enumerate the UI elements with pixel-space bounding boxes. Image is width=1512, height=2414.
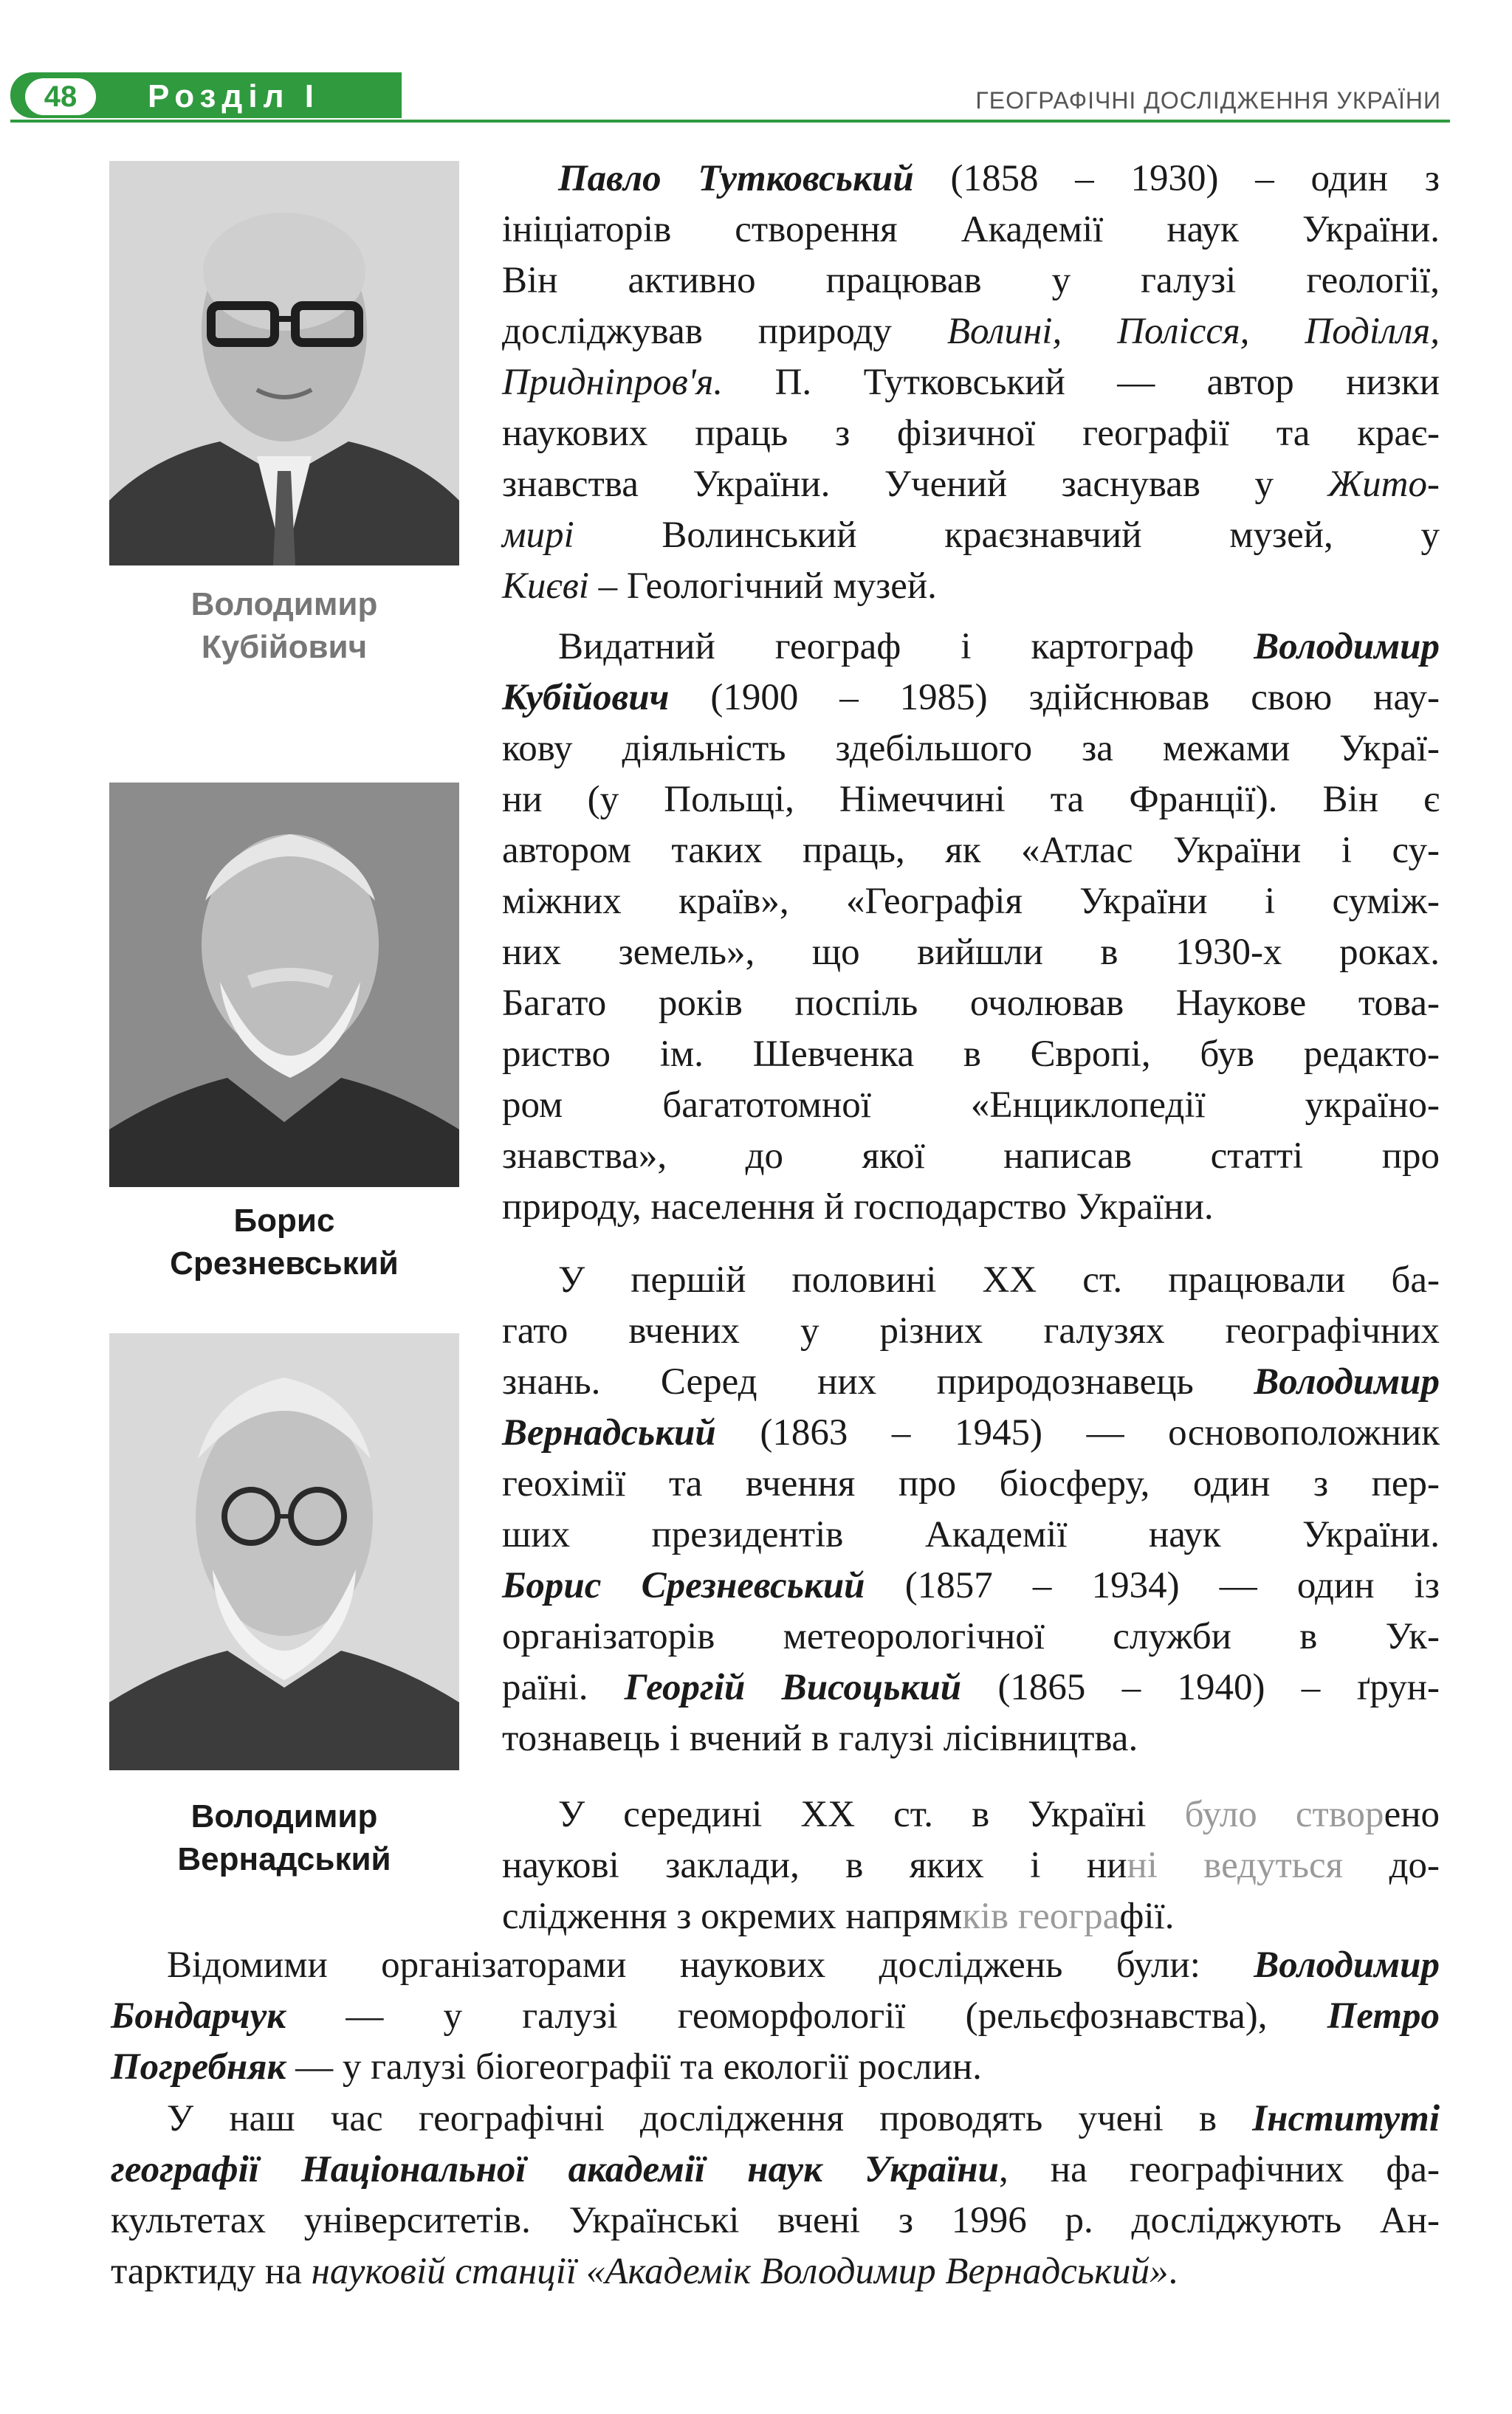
page-number: 48: [25, 78, 96, 115]
caption-line: Срезневський: [170, 1245, 399, 1282]
text-run: раїні.: [502, 1667, 625, 1708]
text-run: риство ім. Шевченка в Європі, був редакто-: [502, 1034, 1440, 1075]
text-run: тарктиду на: [111, 2251, 312, 2292]
text-run: Видатний географ і картограф: [558, 626, 1254, 667]
text-run: — у галузі біогеографії та екології рослин.: [286, 2046, 982, 2088]
paragraph-organizers: [111, 1940, 1440, 2095]
text-line: [502, 774, 1440, 825]
text-line: [502, 1255, 1440, 1306]
text-run: культетах університетів. Українські вчені з 1996 р. досліджують Ан-: [111, 2200, 1440, 2241]
paragraph-first-half-xx: [502, 1255, 1440, 1787]
section-title: Розділ І: [148, 78, 320, 114]
text-run: Георгій Висоцький: [624, 1667, 962, 1708]
text-line: [502, 561, 1440, 612]
text-line: [111, 1940, 1440, 1991]
text-line: [502, 1510, 1440, 1561]
text-run: , на географічних фа-: [998, 2149, 1440, 2190]
text-run: Інституті: [1252, 2098, 1440, 2139]
text-run: тознавець і вчений в галузі лісівництва.: [502, 1718, 1138, 1759]
caption-line: Вернадський: [177, 1841, 391, 1877]
text-run: ініціаторів створення Академії наук України.: [502, 209, 1440, 250]
portrait-photo: [109, 161, 459, 565]
text-run: знавства», до якої написав статті про: [502, 1135, 1440, 1177]
text-run: ших президентів Академії наук України.: [502, 1514, 1440, 1555]
text-line: [111, 2042, 1440, 2093]
text-run: (1857 – 1934) — один із: [865, 1565, 1440, 1606]
text-line: [111, 1991, 1440, 2042]
text-line: [111, 2246, 1440, 2297]
text-run: У наш час географічні дослідження проводять учені в: [167, 2098, 1253, 2139]
text-run: Павло Тутковський: [558, 158, 914, 199]
caption-line: Кубійович: [201, 629, 368, 665]
text-run: Петро: [1327, 1995, 1440, 2037]
text-run: міжних країв», «Географія України і суміж-: [502, 881, 1440, 922]
paragraph-modern-research: [111, 2094, 1440, 2300]
text-line: [502, 1713, 1440, 1764]
caption-line: Борис: [233, 1203, 335, 1239]
text-line: [111, 2094, 1440, 2145]
text-line: [502, 978, 1440, 1029]
page-header: [0, 65, 1512, 133]
text-run: науковій станції «Академік Володимир Вернадський»: [311, 2251, 1169, 2292]
text-run: Володимир: [1254, 626, 1440, 667]
text-line: [502, 154, 1440, 204]
text-run: (1863 – 1945) — основоположник: [715, 1412, 1440, 1454]
text-line: [502, 1131, 1440, 1182]
text-run: фії.: [1119, 1896, 1175, 1937]
text-line: [502, 1612, 1440, 1662]
text-run: географії Національної академії наук України: [111, 2149, 999, 2190]
text-run: Вернадський: [502, 1412, 716, 1454]
text-run: – Геологічний музей.: [588, 565, 937, 607]
text-run: до-: [1343, 1845, 1440, 1886]
text-line: [502, 1840, 1440, 1891]
text-line: [502, 408, 1440, 459]
text-line: [502, 1891, 1440, 1942]
portrait-vernadskyi: [109, 1333, 459, 1770]
text-run: Багато років поспіль очолював Наукове това-: [502, 983, 1440, 1024]
text-run: Волинський краєзнавчий музей, у: [574, 515, 1440, 556]
text-run: (1858 – 1930) – один з: [913, 158, 1440, 199]
text-line: [502, 1789, 1440, 1840]
text-run: геохімії та вчення про біосферу, один з пер-: [502, 1463, 1440, 1505]
text-run: Волині, Полісся, Поділля,: [946, 311, 1440, 352]
text-line: [502, 1662, 1440, 1713]
portrait-kubiiovych: [109, 161, 459, 565]
text-line: [502, 1182, 1440, 1233]
text-run: кову діяльність здебільшого за межами Украї-: [502, 728, 1440, 769]
text-run: ків геогра: [962, 1896, 1120, 1937]
text-line: [502, 723, 1440, 774]
text-run: мирі: [502, 515, 574, 556]
text-run: автором таких праць, як «Атлас України і су-: [502, 830, 1440, 871]
text-line: [502, 255, 1440, 306]
text-line: [502, 673, 1440, 723]
text-line: [502, 1459, 1440, 1510]
text-run: наукових праць з фізичної географії та крає-: [502, 413, 1440, 454]
paragraph-kubiiovych: [502, 622, 1440, 1249]
text-line: [502, 1561, 1440, 1612]
text-line: [111, 2195, 1440, 2246]
text-run: — у галузі геоморфології (рельєфознавства),: [286, 1995, 1327, 2037]
text-line: [502, 357, 1440, 408]
portrait-caption: [109, 583, 459, 669]
text-run: знань. Серед них природознавець: [502, 1361, 1254, 1403]
portrait-photo: [109, 1333, 459, 1770]
text-run: Погребняк: [111, 2046, 286, 2088]
text-line: [502, 1306, 1440, 1357]
caption-line: Володимир: [190, 1798, 378, 1834]
text-run: Він активно працював у галузі геології,: [502, 260, 1440, 301]
portrait-caption: [109, 1795, 459, 1881]
text-run: Кубійович: [502, 677, 670, 718]
text-run: .: [1168, 2251, 1178, 2292]
text-line: [502, 459, 1440, 510]
text-run: Борис Срезневський: [502, 1565, 865, 1606]
text-run: ено: [1384, 1794, 1440, 1835]
text-run: ром багатотомної «Енциклопедії україно-: [502, 1084, 1440, 1126]
text-run: Придніпров'я.: [502, 362, 724, 403]
text-run: У середині XX ст. в Україні: [558, 1794, 1185, 1835]
text-line: [502, 306, 1440, 357]
text-run: гато вчених у різних галузях географічних: [502, 1310, 1440, 1352]
portrait-caption: [109, 1200, 459, 1285]
text-line: [502, 622, 1440, 673]
text-run: П. Тутковський — автор низки: [723, 362, 1440, 403]
text-line: [502, 1357, 1440, 1408]
text-run: (1900 – 1985) здійснював свою нау-: [669, 677, 1440, 718]
text-line: [502, 204, 1440, 255]
text-run: (1865 – 1940) – ґрун-: [961, 1667, 1440, 1708]
text-line: [502, 510, 1440, 561]
text-line: [502, 1029, 1440, 1080]
text-run: ні ведуться: [1127, 1845, 1344, 1886]
portrait-sreznevskyi: [109, 783, 459, 1187]
chapter-title: ГЕОГРАФІЧНІ ДОСЛІДЖЕННЯ УКРАЇНИ: [975, 87, 1441, 114]
caption-line: Володимир: [190, 586, 378, 622]
text-run: Жито-: [1327, 464, 1440, 505]
text-run: природу, населення й господарство України.: [502, 1186, 1214, 1228]
text-run: наукові заклади, в яких і ни: [502, 1845, 1127, 1886]
text-run: Києві: [502, 565, 589, 607]
paragraph-tutkovskyi: [502, 154, 1440, 611]
text-run: У першій половині XX ст. працювали ба-: [558, 1259, 1440, 1301]
text-run: було створ: [1184, 1794, 1384, 1835]
text-run: Відомими організаторами наукових досліджень були:: [167, 1944, 1254, 1986]
text-run: Володимир: [1254, 1944, 1440, 1986]
text-line: [502, 1080, 1440, 1131]
text-run: Володимир: [1254, 1361, 1440, 1403]
text-run: ни (у Польщі, Німеччині та Франції). Він є: [502, 779, 1440, 820]
paragraph-mid-xx: [502, 1789, 1440, 1944]
text-line: [502, 927, 1440, 978]
text-run: слідження з окремих напрям: [502, 1896, 963, 1937]
text-line: [502, 876, 1440, 927]
header-rule: [10, 120, 1450, 123]
text-run: організаторів метеорологічної служби в Ук-: [502, 1616, 1440, 1657]
text-run: досліджував природу: [502, 311, 947, 352]
text-line: [502, 1408, 1440, 1459]
text-line: [111, 2145, 1440, 2195]
text-line: [502, 825, 1440, 876]
portrait-photo: [109, 783, 459, 1187]
text-run: Бондарчук: [111, 1995, 286, 2037]
text-run: знавства України. Учений заснував у: [502, 464, 1328, 505]
text-run: них земель», що вийшли в 1930-х роках.: [502, 932, 1440, 973]
